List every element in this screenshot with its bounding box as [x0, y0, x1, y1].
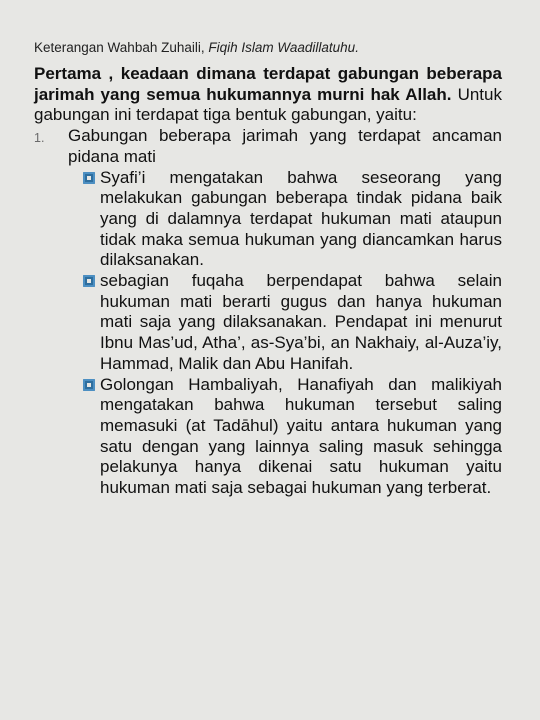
- list-item: [82, 168, 502, 272]
- caption-prefix: Keterangan Wahbah Zuhaili,: [34, 40, 209, 55]
- square-bullet-icon: [82, 271, 100, 291]
- intro-paragraph: [34, 64, 502, 126]
- numbered-item-text: Gabungan beberapa jarimah yang terdapat ancaman pidana mati: [68, 126, 502, 166]
- list-item-text: Syafi’i mengatakan bahwa seseorang yang melakukan gabungan beberapa tindak pidana baik yang di dalamnya terdapat hukuman mati ataupun tidak maka semua hukuman yang diancamkan harus dilaksanakan.: [100, 167, 502, 270]
- number-marker: 1.: [34, 131, 45, 146]
- numbered-item-1: [34, 126, 502, 167]
- opinion-list: [34, 168, 502, 499]
- caption-source: Fiqih Islam Waadillatuhu.: [208, 40, 359, 55]
- intro-lead: Pertama , keadaan dimana terdapat gabungan beberapa jarimah yang semua hukumannya murni hak Allah.: [34, 64, 502, 104]
- intro-rest: Untuk gabungan ini terdapat tiga bentuk gabungan, yaitu:: [34, 84, 502, 125]
- list-item-text: sebagian fuqaha berpendapat bahwa selain hukuman mati berarti gugus dan hanya hukuman mati saja yang dilaksanakan. Pendapat ini menurut Ibnu Mas’ud, Atha’, as-Sya’bi, an Nakhaiy, al-Auza’iy, Hammad, Malik dan Abu Hanifah.: [100, 271, 502, 373]
- list-item-text: Golongan Hambaliyah, Hanafiyah dan malikiyah mengatakan bahwa hukuman tersebut saling memasuki (at Tadāhul) yaitu antara hukuman yang satu dengan yang lainnya saling masuk sehingga pelakunya hanya dikenai satu hukuman yaitu hukuman mati saja sebagai hukuman yang terberat.: [100, 374, 502, 498]
- list-item: [82, 375, 502, 499]
- content-body: [34, 64, 502, 499]
- square-bullet-icon: [82, 375, 100, 395]
- source-caption: [34, 40, 514, 55]
- square-bullet-icon: [82, 168, 100, 188]
- list-item: [82, 271, 502, 375]
